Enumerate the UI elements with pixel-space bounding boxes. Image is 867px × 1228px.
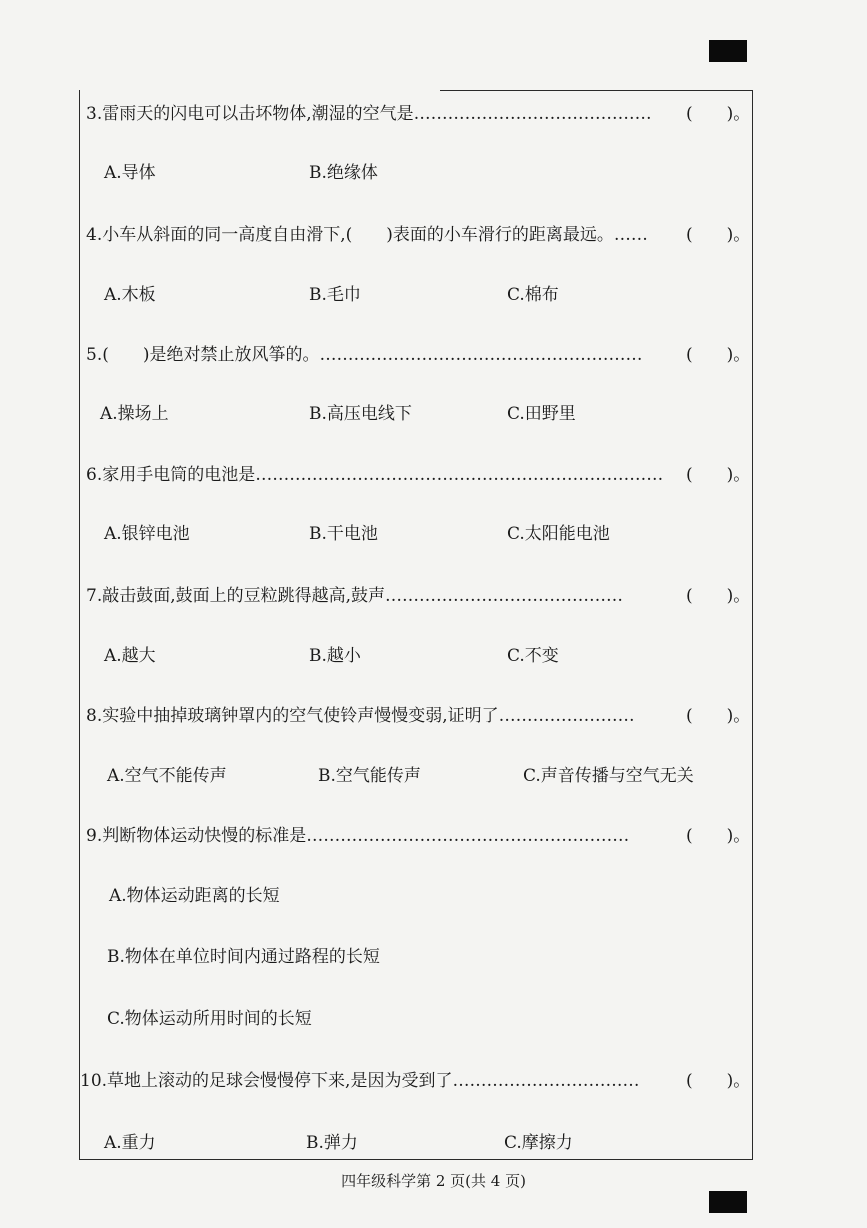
question-stem: 9.判断物体运动快慢的标准是………………………………………………… <box>86 826 630 846</box>
option-b: B.越小 <box>309 646 361 666</box>
option-b: B.物体在单位时间内通过路程的长短 <box>107 947 380 967</box>
option-a: A.重力 <box>104 1133 156 1153</box>
option-a: A.操场上 <box>100 404 169 424</box>
option-c: C.棉布 <box>507 285 559 305</box>
question-5 <box>0 341 867 369</box>
option-b: B.空气能传声 <box>318 766 421 786</box>
answer-blank[interactable]: ( )。 <box>686 706 751 726</box>
page-frame <box>79 90 753 1160</box>
question-stem: 10.草地上滚动的足球会慢慢停下来,是因为受到了…………………………… <box>80 1071 640 1091</box>
option-a: A.越大 <box>104 646 156 666</box>
question-stem: 7.敲击鼓面,鼓面上的豆粒跳得越高,鼓声…………………………………… <box>86 586 624 606</box>
question-10 <box>0 1067 867 1095</box>
answer-blank[interactable]: ( )。 <box>686 586 751 606</box>
question-stem: 5.( )是绝对禁止放风筝的。………………………………………………… <box>86 345 643 365</box>
option-a: A.木板 <box>104 285 156 305</box>
question-stem: 3.雷雨天的闪电可以击坏物体,潮湿的空气是…………………………………… <box>86 104 652 124</box>
page-footer: 四年级科学第 2 页(共 4 页) <box>341 1172 526 1190</box>
question-4 <box>0 221 867 249</box>
option-c: C.太阳能电池 <box>507 524 610 544</box>
question-8 <box>0 702 867 730</box>
question-stem: 6.家用手电筒的电池是……………………………………………………………… <box>86 465 664 485</box>
option-b: B.绝缘体 <box>309 163 378 183</box>
answer-blank[interactable]: ( )。 <box>686 104 751 124</box>
registration-mark-bottom <box>709 1191 747 1213</box>
option-b: B.毛巾 <box>309 285 361 305</box>
answer-blank[interactable]: ( )。 <box>686 465 751 485</box>
option-b: B.高压电线下 <box>309 404 412 424</box>
question-7 <box>0 582 867 610</box>
option-b: B.弹力 <box>306 1133 358 1153</box>
question-stem: 8.实验中抽掉玻璃钟罩内的空气使铃声慢慢变弱,证明了…………………… <box>86 706 635 726</box>
answer-blank[interactable]: ( )。 <box>686 225 751 245</box>
option-a: A.空气不能传声 <box>107 766 227 786</box>
question-9 <box>0 822 867 850</box>
answer-blank[interactable]: ( )。 <box>686 1071 751 1091</box>
answer-blank[interactable]: ( )。 <box>686 345 751 365</box>
option-a: A.物体运动距离的长短 <box>109 886 280 906</box>
registration-mark-top <box>709 40 747 62</box>
option-c: C.物体运动所用时间的长短 <box>107 1009 312 1029</box>
question-6 <box>0 461 867 489</box>
question-stem: 4.小车从斜面的同一高度自由滑下,( )表面的小车滑行的距离最远。…… <box>86 225 648 245</box>
option-c: C.田野里 <box>507 404 576 424</box>
question-3 <box>0 100 867 128</box>
page-frame-top-rule <box>440 90 753 91</box>
option-c: C.声音传播与空气无关 <box>523 766 694 786</box>
option-c: C.摩擦力 <box>504 1133 573 1153</box>
answer-blank[interactable]: ( )。 <box>686 826 751 846</box>
option-b: B.干电池 <box>309 524 378 544</box>
option-c: C.不变 <box>507 646 559 666</box>
option-a: A.银锌电池 <box>104 524 190 544</box>
option-a: A.导体 <box>104 163 156 183</box>
